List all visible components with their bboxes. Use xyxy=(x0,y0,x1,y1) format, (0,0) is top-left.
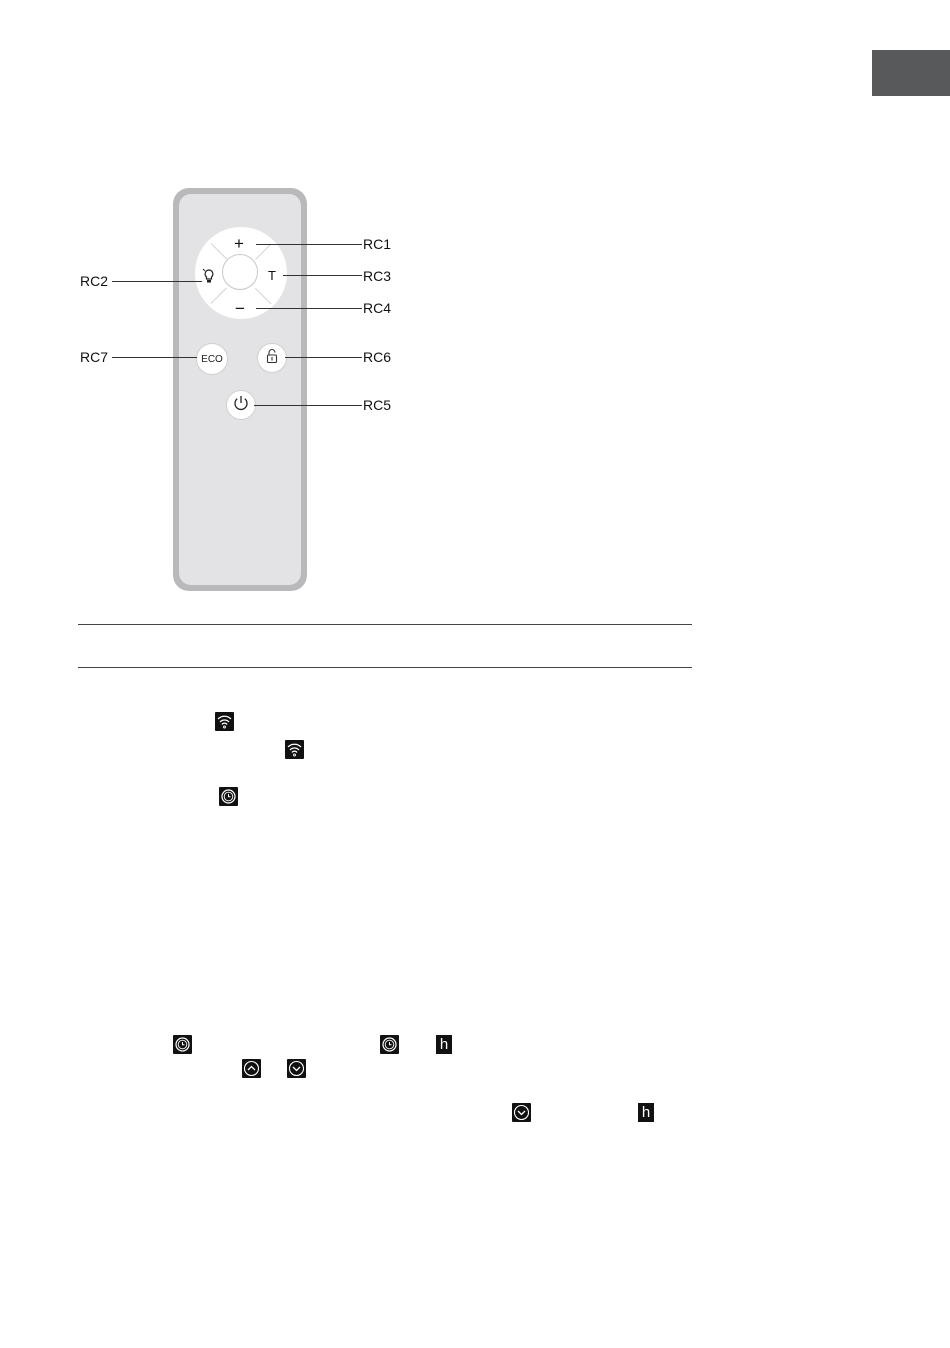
leader-line-rc7 xyxy=(112,357,197,358)
hour-indicator-icon: h xyxy=(638,1103,654,1122)
leader-line-rc1 xyxy=(256,244,362,245)
leader-line-rc3 xyxy=(283,275,362,276)
eco-button xyxy=(196,343,228,375)
language-tab xyxy=(872,50,950,96)
leader-line-rc6 xyxy=(285,357,362,358)
plus-button-symbol: + xyxy=(234,234,244,253)
callout-rc6: RC6 xyxy=(363,349,392,365)
eco-button-label: ECO xyxy=(201,353,223,365)
wifi-icon xyxy=(285,740,304,759)
callout-rc2: RC2 xyxy=(80,273,109,289)
arrow-down-icon xyxy=(287,1059,306,1078)
light-bulb-icon xyxy=(202,268,216,289)
leader-line-rc2 xyxy=(112,281,202,282)
callout-rc1: RC1 xyxy=(363,236,392,252)
table-rule-bottom xyxy=(78,667,692,668)
arrow-down-icon xyxy=(512,1103,531,1122)
lock-icon xyxy=(265,348,279,369)
dpad-center-button xyxy=(222,254,258,290)
arrow-up-icon xyxy=(242,1059,261,1078)
wifi-icon xyxy=(215,712,234,731)
callout-rc4: RC4 xyxy=(363,300,392,316)
table-rule-top xyxy=(78,624,692,625)
callout-rc5: RC5 xyxy=(363,397,392,413)
power-button xyxy=(226,390,256,420)
leader-line-rc4 xyxy=(256,308,362,309)
child-lock-button xyxy=(257,343,287,373)
clock-icon xyxy=(380,1035,399,1054)
minus-button-symbol: − xyxy=(235,299,245,318)
leader-line-rc5 xyxy=(254,405,362,406)
hour-indicator-icon: h xyxy=(436,1035,452,1054)
power-icon xyxy=(232,394,250,417)
timer-button-symbol: T xyxy=(268,268,276,283)
clock-icon xyxy=(173,1035,192,1054)
callout-rc7: RC7 xyxy=(80,349,109,365)
clock-icon xyxy=(219,787,238,806)
callout-rc3: RC3 xyxy=(363,268,392,284)
